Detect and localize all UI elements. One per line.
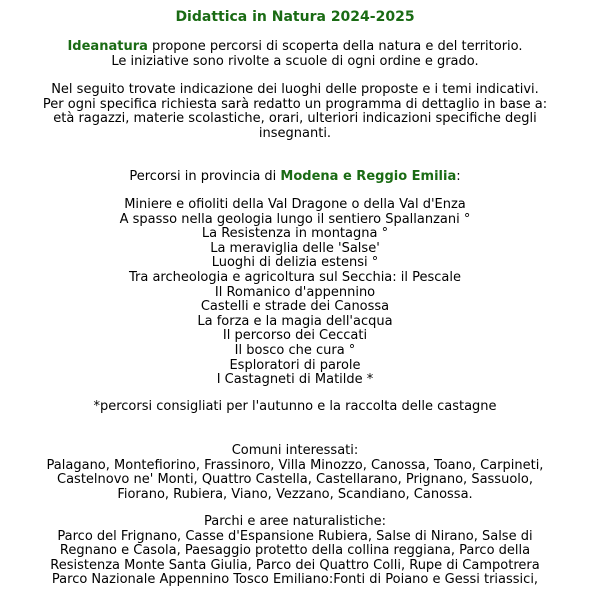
note-line: insegnanti. [258, 125, 332, 141]
note-line: Nel seguito trovate indicazione dei luoghi delle proposte e i temi indicativi. [51, 82, 539, 97]
route-item: Esploratori di parole [229, 357, 361, 373]
intro-line-1-text: propone percorsi di scoperta della natura e del territorio. [147, 39, 523, 54]
comuni-heading: Comuni interessati: [231, 443, 359, 458]
routes-list [0, 198, 590, 388]
province-name: Modena e Reggio Emilia [280, 169, 457, 184]
province-prefix: Percorsi in provincia di [129, 169, 281, 184]
comuni-line: Fiorano, Rubiera, Viano, Vezzano, Scandiano, Canossa. [117, 486, 473, 502]
route-item: Il percorso dei Ceccati [222, 328, 368, 344]
route-item: La forza e la magia dell'acqua [197, 313, 393, 329]
province-line [0, 170, 590, 185]
parchi-heading: Parchi e aree naturalistiche: [203, 514, 387, 529]
route-item: Castelli e strade dei Canossa [200, 299, 390, 315]
page-title: Didattica in Natura 2024-2025 [175, 9, 415, 25]
intro-block [0, 40, 590, 69]
parchi-line: Resistenza Monte Santa Giulia, Parco dei Quattro Colli, Rupe di Campotrera [50, 557, 540, 573]
parchi-line: Parco del Frignano, Casse d'Espansione Rubiera, Salse di Nirano, Salse di [57, 528, 533, 544]
comuni-block [0, 444, 590, 502]
route-item: Il bosco che cura ° [234, 342, 356, 358]
note-line: Per ogni specifica richiesta sarà redatto un programma di dettaglio in base a: [42, 96, 548, 112]
route-item: I Castagneti di Matilde * [216, 372, 374, 388]
comuni-line: Palagano, Montefiorino, Frassinoro, Villa Minozzo, Canossa, Toano, Carpineti, [46, 457, 544, 473]
note-line: età ragazzi, materie scolastiche, orari, ulteriori indicazioni specifiche degli [53, 111, 537, 127]
parchi-block [0, 515, 590, 588]
brand-name: Ideanatura [67, 39, 148, 54]
route-item: Miniere e ofioliti della Val Dragone o della Val d'Enza [124, 197, 466, 212]
comuni-line: Castelnovo ne' Monti, Quattro Castella, Castellarano, Prignano, Sassuolo, [57, 472, 533, 488]
province-suffix: : [456, 169, 461, 184]
parchi-line: Parco Nazionale Appennino Tosco Emiliano:Fonti di Poiano e Gessi triassici, [51, 572, 539, 588]
route-item: La meraviglia delle 'Salse' [210, 240, 380, 256]
footnote: *percorsi consigliati per l'autunno e la raccolta delle castagne [93, 399, 497, 414]
intro-line-1 [0, 40, 590, 55]
route-item: Tra archeologia e agricoltura sul Secchia: il Pescale [128, 269, 462, 285]
route-item: Luoghi di delizia estensi ° [211, 255, 379, 271]
route-item: La Resistenza in montagna ° [201, 226, 389, 242]
route-item: A spasso nella geologia lungo il sentiero Spallanzani ° [119, 211, 471, 227]
parchi-line: Regnano e Casola, Paesaggio protetto della collina reggiana, Parco della [59, 543, 531, 559]
route-item: Il Romanico d'appennino [214, 284, 376, 300]
intro-line-2: Le iniziative sono rivolte a scuole di ogni ordine e grado. [111, 53, 479, 69]
notes-block [0, 83, 590, 141]
